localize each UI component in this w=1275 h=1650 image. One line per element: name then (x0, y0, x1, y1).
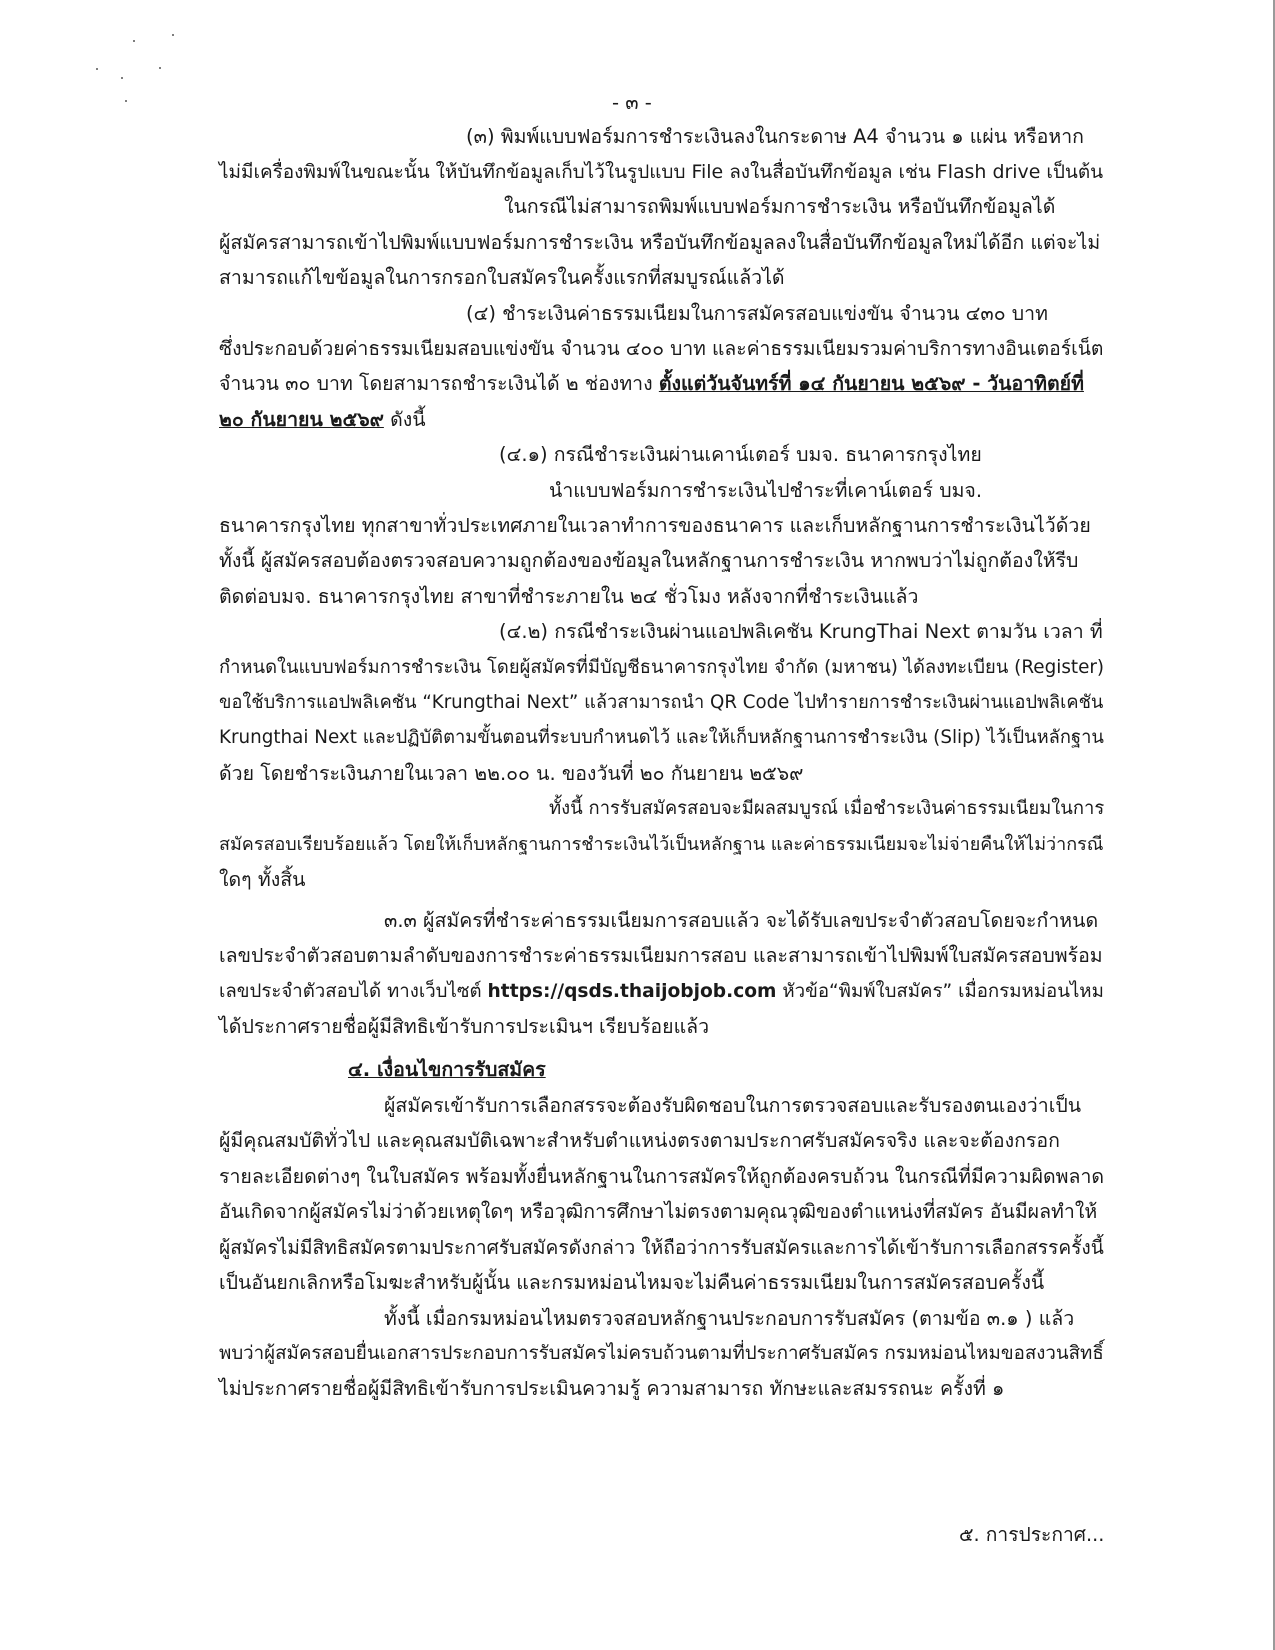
scan-speck (159, 67, 161, 69)
section-4-para-2-line-1: ทั้งนี้ เมื่อกรมหม่อนไหมตรวจสอบหลักฐานประกอบการรับสมัคร (ตามข้อ ๓.๑ ) แล้ว (384, 1307, 1075, 1330)
para-4-2-line-3: ขอใช้บริการแอปพลิเคชัน “Krungthai Next” แล้วสามารถนำ QR Code ไปทำรายการชำระเงินผ่านแอปพลิเคชัน (219, 692, 1104, 713)
payment-period-end: ๒๐ กันยายน ๒๕๖๙ (219, 408, 384, 431)
note-line-1: ทั้งนี้ การรับสมัครสอบจะมีผลสมบูรณ์ เมื่อชำระเงินค่าธรรมเนียมในการ (549, 798, 1105, 819)
item-3-3-line-2: เลขประจำตัวสอบตามลำดับของการชำระค่าธรรมเนียมการสอบ และสามารถเข้าไปพิมพ์ใบสมัครสอบพร้อม (219, 944, 1103, 967)
para-3-line-4: ผู้สมัครสามารถเข้าไปพิมพ์แบบฟอร์มการชำระเงิน หรือบันทึกข้อมูลลงในสื่อบันทึกข้อมูลใหม่ได้อีก แต่จะไม่ (219, 231, 1101, 254)
page-number: - ๓ - (612, 91, 652, 114)
para-4-1-line-1: (๔.๑) กรณีชำระเงินผ่านเคาน์เตอร์ บมจ. ธนาคารกรุงไทย (499, 443, 982, 466)
para-3-line-5: สามารถแก้ไขข้อมูลในการกรอกใบสมัครในครั้งแรกที่สมบูรณ์แล้วได้ (219, 266, 785, 289)
scan-speck (133, 40, 135, 42)
note-line-3: ใดๆ ทั้งสิ้น (219, 868, 306, 891)
scan-speck (172, 34, 174, 36)
para-4-line-2: ซึ่งประกอบด้วยค่าธรรมเนียมสอบแข่งขัน จำนวน ๔๐๐ บาท และค่าธรรมเนียมรวมค่าบริการทางอินเตอร์เน็ต (219, 337, 1104, 360)
payment-period-start: ตั้งแต่วันจันทร์ที่ ๑๔ กันยายน ๒๕๖๙ - วันอาทิตย์ที่ (658, 372, 1084, 395)
para-4-1-line-2: นำแบบฟอร์มการชำระเงินไปชำระที่เคาน์เตอร์ บมจ. (549, 479, 983, 502)
section-4-para-2-line-2: พบว่าผู้สมัครสอบยื่นเอกสารประกอบการรับสมัครไม่ครบถ้วนตามที่ประกาศรับสมัคร กรมหม่อนไหมขอสงวนสิทธิ์ (219, 1343, 1104, 1364)
item-3-3-line-3-tail: หัวข้อ“พิมพ์ใบสมัคร” เมื่อกรมหม่อนไหม (776, 981, 1104, 1002)
section-4-para-1-line-4: อันเกิดจากผู้สมัครไม่ว่าด้วยเหตุใดๆ หรือวุฒิการศึกษาไม่ตรงตามคุณวุฒิของตำแหน่งที่สมัคร อันมีผลทำให้ (219, 1200, 1098, 1223)
section-4-para-1-line-5: ผู้สมัครไม่มีสิทธิสมัครตามประกาศรับสมัครดังกล่าว ให้ถือว่าการรับสมัครและการได้เข้ารับการเลือกสรรครั้งนี้ (219, 1236, 1104, 1259)
para-4-1-line-4: ทั้งนี้ ผู้สมัครสอบต้องตรวจสอบความถูกต้องของข้อมูลในหลักฐานการชำระเงิน หากพบว่าไม่ถูกต้องให้รีบ (219, 549, 1079, 572)
section-4-para-1-line-1: ผู้สมัครเข้ารับการเลือกสรรจะต้องรับผิดชอบในการตรวจสอบและรับรองตนเองว่าเป็น (384, 1094, 1082, 1117)
para-3-line-2: ไม่มีเครื่องพิมพ์ในขณะนั้น ให้บันทึกข้อมูลเก็บไว้ในรูปแบบ File ลงในสื่อบันทึกข้อมูล เช่น Flash drive เป็นต้น (219, 161, 1104, 183)
item-3-3-line-1: ๓.๓ ผู้สมัครที่ชำระค่าธรรมเนียมการสอบแล้ว จะได้รับเลขประจำตัวสอบโดยจะกำหนด (384, 909, 1099, 932)
continuation-note: ๕. การประกาศ... (959, 1523, 1105, 1546)
website-link[interactable]: https://qsds.thaijobjob.com (487, 981, 777, 1002)
section-4-para-1-line-6: เป็นอันยกเลิกหรือโมฆะสำหรับผู้นั้น และกรมหม่อนไหมจะไม่คืนค่าธรรมเนียมในการสมัครสอบครั้งนี้ (219, 1271, 1045, 1294)
note-line-2: สมัครสอบเรียบร้อยแล้ว โดยให้เก็บหลักฐานการชำระเงินไว้เป็นหลักฐาน และค่าธรรมเนียมจะไม่จ่ายคืนให้ไม่ว่ากรณี (219, 834, 1104, 855)
para-3-line-1: (๓) พิมพ์แบบฟอร์มการชำระเงินลงในกระดาษ A4 จำนวน ๑ แผ่น หรือหาก (466, 125, 1084, 148)
para-4-line-4-text: ดังนี้ (383, 408, 426, 431)
para-4-2-line-5: ด้วย โดยชำระเงินภายในเวลา ๒๒.๐๐ น. ของวันที่ ๒๐ กันยายน ๒๕๖๙ (219, 762, 804, 785)
para-4-1-line-3: ธนาคารกรุงไทย ทุกสาขาทั่วประเทศภายในเวลาทำการของธนาคาร และเก็บหลักฐานการชำระเงินไว้ด้วย (219, 514, 1091, 537)
scan-speck (121, 77, 123, 79)
para-4-2-line-4: Krungthai Next และปฏิบัติตามขั้นตอนที่ระบบกำหนดไว้ และให้เก็บหลักฐานการชำระเงิน (Slip) ไว้เป็นหลักฐาน (219, 727, 1104, 748)
section-4-para-1-line-2: ผู้มีคุณสมบัติทั่วไป และคุณสมบัติเฉพาะสำหรับตำแหน่งตรงตามประกาศรับสมัครจริง และจะต้องกรอก (219, 1129, 1060, 1152)
para-4-line-3 (219, 369, 1084, 399)
item-3-3-line-3-text: เลขประจำตัวสอบได้ ทางเว็บไซต์ (219, 981, 488, 1002)
para-4-line-4 (219, 405, 426, 435)
item-3-3-line-3 (219, 977, 1104, 1007)
section-4-heading: ๔. เงื่อนไขการรับสมัคร (348, 1058, 546, 1081)
scan-speck (96, 68, 98, 70)
section-4-para-2-line-3: ไม่ประกาศรายชื่อผู้มีสิทธิเข้ารับการประเมินความรู้ ความสามารถ ทักษะและสมรรถนะ ครั้งที่ ๑ (219, 1377, 1005, 1400)
para-4-2-line-1: (๔.๒) กรณีชำระเงินผ่านแอปพลิเคชัน KrungThai Next ตามวัน เวลา ที่ (499, 620, 1103, 643)
para-4-line-1: (๔) ชำระเงินค่าธรรมเนียมในการสมัครสอบแข่งขัน จำนวน ๔๓๐ บาท (466, 302, 1048, 325)
para-3-line-3: ในกรณีไม่สามารถพิมพ์แบบฟอร์มการชำระเงิน หรือบันทึกข้อมูลได้ (504, 195, 1056, 218)
para-4-1-line-5: ติดต่อบมจ. ธนาคารกรุงไทย สาขาที่ชำระภายใน ๒๔ ชั่วโมง หลังจากที่ชำระเงินแล้ว (219, 585, 919, 608)
item-3-3-line-4: ได้ประกาศรายชื่อผู้มีสิทธิเข้ารับการประเมินฯ เรียบร้อยแล้ว (219, 1015, 710, 1038)
para-4-line-3-text: จำนวน ๓๐ บาท โดยสามารถชำระเงินได้ ๒ ช่องทาง (219, 372, 659, 395)
section-4-para-1-line-3: รายละเอียดต่างๆ ในใบสมัคร พร้อมทั้งยื่นหลักฐานในการสมัครให้ถูกต้องครบถ้วน ในกรณีที่มีความผิดพลาด (219, 1165, 1105, 1188)
para-4-2-line-2: กำหนดในแบบฟอร์มการชำระเงิน โดยผู้สมัครที่มีบัญชีธนาคารกรุงไทย จำกัด (มหาชน) ได้ลงทะเบียน (Register) (219, 657, 1105, 678)
scan-speck (125, 100, 127, 102)
